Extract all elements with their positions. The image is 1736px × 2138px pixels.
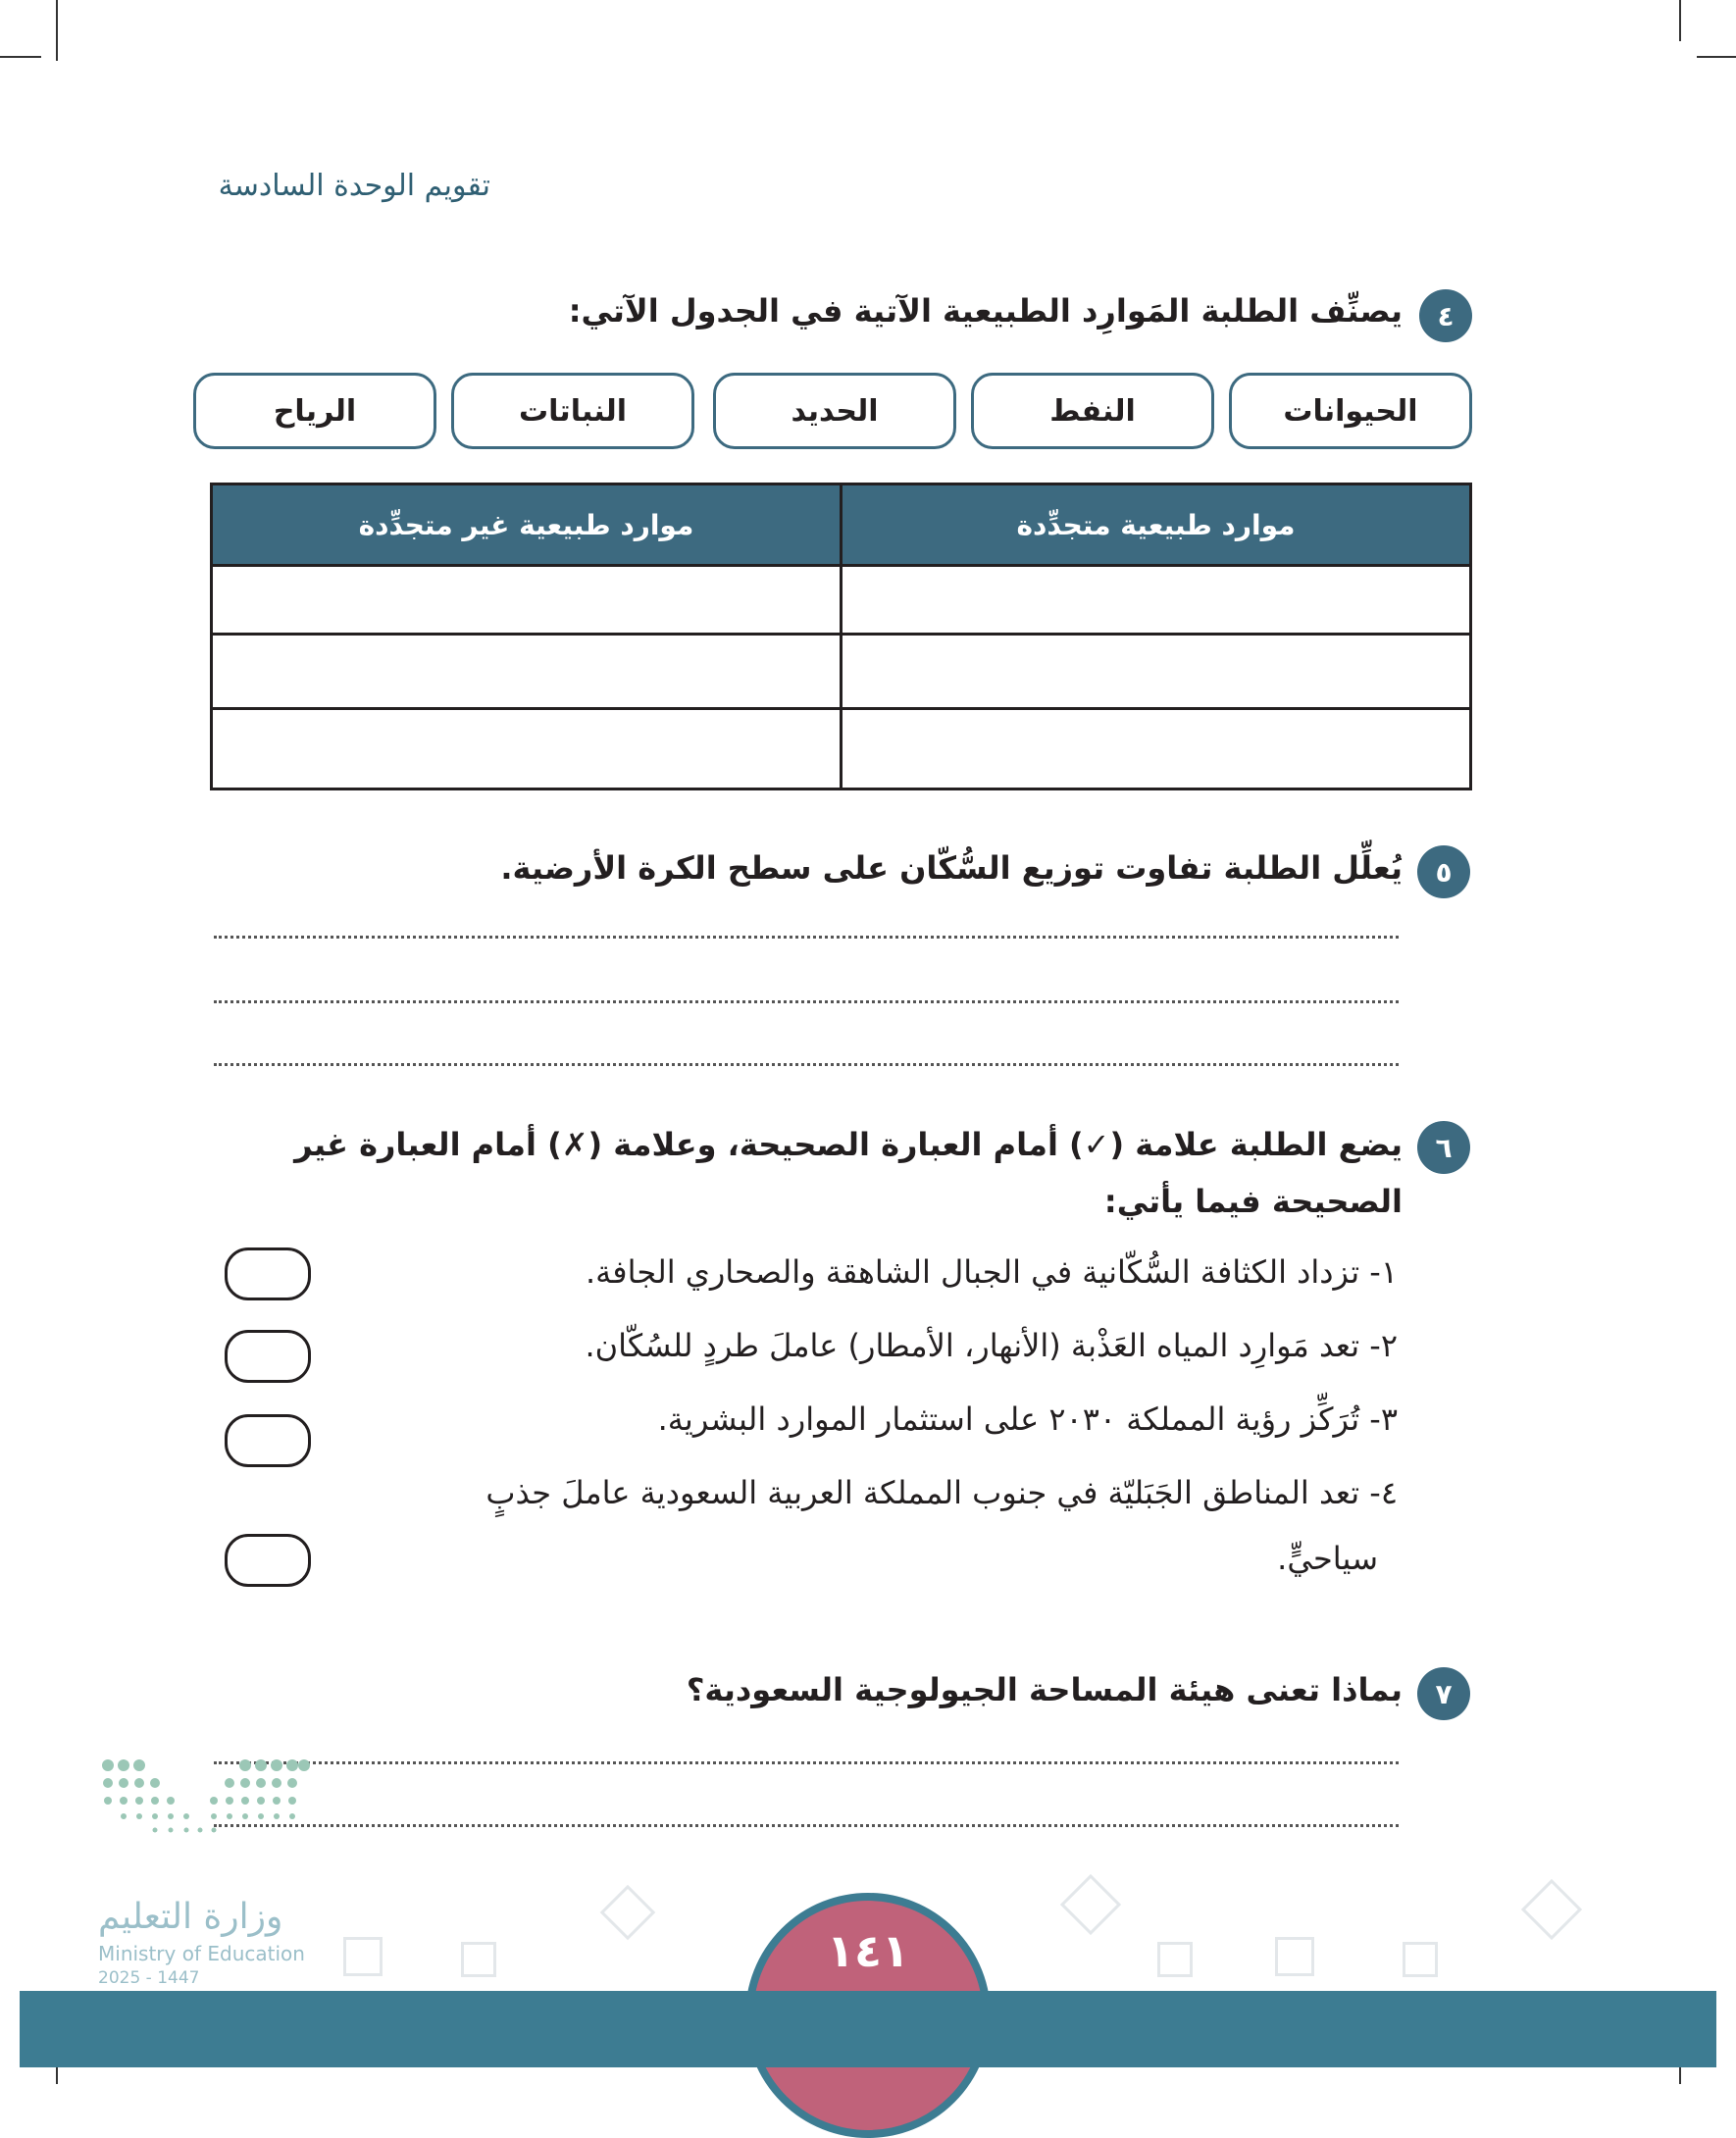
- resource-chip-plants[interactable]: النباتات: [451, 373, 694, 449]
- resource-chip-iron[interactable]: الحديد: [713, 373, 956, 449]
- answer-box-4[interactable]: [225, 1534, 311, 1587]
- resource-chip-wind[interactable]: الرياح: [193, 373, 436, 449]
- crop-mark: [1679, 0, 1681, 41]
- decorative-pattern: [461, 1942, 496, 1977]
- answer-line[interactable]: [214, 1000, 1399, 1003]
- decorative-pattern: [1403, 1942, 1438, 1977]
- table-row: [212, 635, 1471, 709]
- column-header-renewable: موارد طبيعية متجدِّدة: [842, 484, 1471, 566]
- decorative-pattern: [1157, 1942, 1193, 1977]
- decorative-pattern: [600, 1885, 656, 1941]
- answer-box-3[interactable]: [225, 1414, 311, 1467]
- answer-line[interactable]: [214, 1761, 1399, 1764]
- answer-line[interactable]: [214, 1824, 1399, 1827]
- statement-4-continued: سياحيٍّ.: [1277, 1540, 1378, 1577]
- statement-1: ١- تزداد الكثافة السُّكّانية في الجبال الشاهقة والصحاري الجافة.: [585, 1253, 1398, 1291]
- statement-3: ٣- تُرَكِّز رؤية المملكة ٢٠٣٠ على استثمار الموارد البشرية.: [657, 1400, 1398, 1438]
- answer-cell[interactable]: [842, 635, 1471, 709]
- footer-band: [20, 1991, 1716, 2067]
- answer-line[interactable]: [214, 1063, 1399, 1066]
- crop-mark: [1697, 56, 1736, 58]
- decorative-pattern: [1060, 1874, 1121, 1935]
- statement-4: ٤- تعد المناطق الجَبَليّة في جنوب المملكة العربية السعودية عاملَ جذبٍ: [485, 1474, 1398, 1511]
- question-6-text-line1: يضع الطلبة علامة (✓) أمام العبارة الصحيحة، وعلامة (✗) أمام العبارة غير: [294, 1126, 1403, 1163]
- resource-chip-oil[interactable]: النفط: [971, 373, 1214, 449]
- answer-cell[interactable]: [212, 709, 842, 789]
- question-number-badge: ٥: [1417, 845, 1470, 898]
- question-number-badge: ٤: [1419, 289, 1472, 342]
- unit-title: تقويم الوحدة السادسة: [218, 169, 490, 203]
- decorative-pattern: [343, 1937, 383, 1976]
- table-row: [212, 566, 1471, 635]
- question-6-text-line2: الصحيحة فيما يأتي:: [1103, 1183, 1403, 1220]
- table-row: [212, 709, 1471, 789]
- crop-mark: [0, 56, 41, 58]
- page-number: ١٤١: [826, 1924, 910, 1977]
- resource-chip-animals[interactable]: الحيوانات: [1229, 373, 1472, 449]
- ministry-logo-icon: [98, 1754, 314, 1871]
- decorative-pattern: [1521, 1879, 1582, 1940]
- question-number-badge: ٦: [1417, 1121, 1470, 1174]
- answer-cell[interactable]: [212, 566, 842, 635]
- question-7-text: بماذا تعنى هيئة المساحة الجيولوجية السعودية؟: [686, 1671, 1403, 1708]
- edition-year: 2025 - 1447: [98, 1968, 200, 1988]
- answer-cell[interactable]: [212, 635, 842, 709]
- question-number-badge: ٧: [1417, 1667, 1470, 1720]
- ministry-name-english: Ministry of Education: [98, 1942, 305, 1965]
- classification-table: [210, 483, 1472, 790]
- answer-box-1[interactable]: [225, 1247, 311, 1300]
- column-header-nonrenewable: موارد طبيعية غير متجدِّدة: [212, 484, 842, 566]
- question-5-text: يُعلِّل الطلبة تفاوت توزيع السُّكّان على سطح الكرة الأرضية.: [500, 849, 1403, 887]
- crop-mark: [56, 0, 58, 61]
- ministry-name-arabic: وزارة التعليم: [98, 1897, 283, 1937]
- question-4-text: يصنِّف الطلبة المَوارِد الطبيعية الآتية في الجدول الآتي:: [568, 292, 1403, 330]
- answer-line[interactable]: [214, 936, 1399, 939]
- answer-cell[interactable]: [842, 709, 1471, 789]
- answer-cell[interactable]: [842, 566, 1471, 635]
- statement-2: ٢- تعد مَوارِد المياه العَذْبة (الأنهار، الأمطار) عاملَ طردٍ للسُكّان.: [585, 1327, 1398, 1364]
- decorative-pattern: [1275, 1937, 1314, 1976]
- answer-box-2[interactable]: [225, 1330, 311, 1383]
